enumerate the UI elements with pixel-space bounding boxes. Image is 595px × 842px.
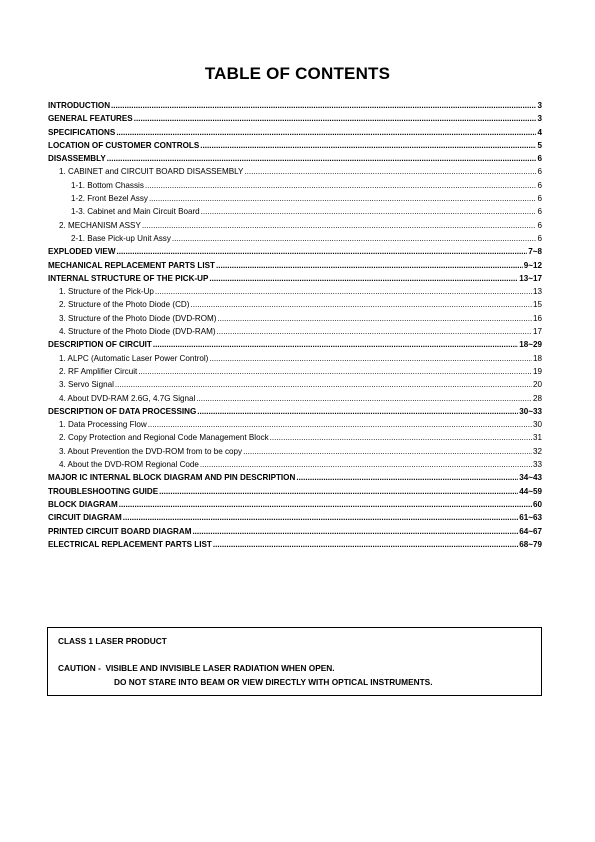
toc-entry-label: DESCRIPTION OF CIRCUIT (48, 340, 152, 350)
toc-entry-label: DESCRIPTION OF DATA PROCESSING (48, 406, 197, 416)
toc-entry-page: 34~43 (519, 473, 542, 483)
toc-entry-label: ELECTRICAL REPLACEMENT PARTS LIST (48, 539, 212, 549)
toc-entry-label: 4. About the DVD-ROM Regional Code (59, 460, 199, 470)
dot-leader (213, 538, 518, 551)
toc-entry-label: LOCATION OF CUSTOMER CONTROLS (48, 140, 200, 150)
dot-leader (200, 139, 536, 152)
toc-entry[interactable] (48, 232, 542, 245)
toc-entry-page: 6 (537, 180, 542, 190)
toc-entry-page: 5 (537, 140, 542, 150)
toc-entry-label: 4. Structure of the Photo Diode (DVD-RAM) (59, 327, 216, 337)
toc-entry-page: 6 (537, 220, 542, 230)
dot-leader (217, 325, 532, 338)
toc-entry-page: 6 (537, 233, 542, 243)
dot-leader (209, 272, 518, 285)
laser-warning-box (47, 627, 542, 696)
toc-entry[interactable] (48, 525, 542, 538)
toc-entry-label: BLOCK DIAGRAM (48, 499, 118, 509)
toc-entry-page: 31 (532, 433, 542, 443)
toc-entry-page: 33 (532, 460, 542, 470)
dot-leader (197, 405, 518, 418)
toc-entry-page: 30~33 (519, 406, 542, 416)
toc-entry-label: 1. CABINET and CIRCUIT BOARD DISASSEMBLY (59, 167, 244, 177)
toc-entry[interactable] (48, 445, 542, 458)
toc-entry-page: 30 (532, 420, 542, 430)
toc-entry-page: 16 (532, 313, 542, 323)
toc-entry[interactable] (48, 325, 542, 338)
toc-entry-label: 1. Structure of the Pick-Up (59, 287, 154, 297)
caution-line-1: CAUTION - VISIBLE AND INVISIBLE LASER RADIATION WHEN OPEN. (58, 663, 335, 673)
dot-leader (115, 378, 532, 391)
toc-entry-page: 6 (537, 167, 542, 177)
toc-entry-page: 20 (532, 380, 542, 390)
toc-entry-label: 4. About DVD-RAM 2.6G, 4.7G Signal (59, 393, 196, 403)
toc-entry[interactable] (48, 99, 542, 112)
toc-entry[interactable] (48, 418, 542, 431)
toc-entry[interactable] (48, 152, 542, 165)
toc-entry[interactable] (48, 219, 542, 232)
toc-entry[interactable] (48, 112, 542, 125)
toc-entry[interactable] (48, 352, 542, 365)
toc-entry-page: 4 (537, 127, 542, 137)
dot-leader (153, 338, 518, 351)
dot-leader (111, 99, 536, 112)
toc-entry-label: DISASSEMBLY (48, 154, 106, 164)
toc-entry[interactable] (48, 498, 542, 511)
dot-leader (209, 352, 532, 365)
toc-entry[interactable] (48, 338, 542, 351)
toc-entry-page: 17 (532, 327, 542, 337)
dot-leader (123, 511, 519, 524)
toc-entry-label: MECHANICAL REPLACEMENT PARTS LIST (48, 260, 215, 270)
dot-leader (134, 112, 537, 125)
toc-entry-label: GENERAL FEATURES (48, 114, 133, 124)
toc-entry-label: INTERNAL STRUCTURE OF THE PICK-UP (48, 273, 209, 283)
dot-leader (116, 126, 536, 139)
toc-entry-label: 3. Servo Signal (59, 380, 114, 390)
toc-entry-label: EXPLODED VIEW (48, 247, 116, 257)
toc-entry[interactable] (48, 511, 542, 524)
dot-leader (142, 219, 537, 232)
dot-leader (155, 285, 532, 298)
caution-line-2: DO NOT STARE INTO BEAM OR VIEW DIRECTLY WITH OPTICAL INSTRUMENTS. (114, 677, 433, 687)
toc-entry-label: TROUBLESHOOTING GUIDE (48, 486, 159, 496)
toc-entry-label: 3. Structure of the Photo Diode (DVD-ROM) (59, 313, 217, 323)
toc-entry-label: 2. Copy Protection and Regional Code Management Block (59, 433, 269, 443)
toc-entry[interactable] (48, 205, 542, 218)
dot-leader (149, 192, 537, 205)
toc-entry-page: 44~59 (519, 486, 542, 496)
toc-entry[interactable] (48, 298, 542, 311)
toc-entry[interactable] (48, 259, 542, 272)
toc-entry[interactable] (48, 272, 542, 285)
toc-entry-page: 6 (537, 154, 542, 164)
toc-entry-page: 64~67 (519, 526, 542, 536)
dot-leader (216, 259, 523, 272)
toc-entry-label: 3. About Prevention the DVD-ROM from to be copy (59, 446, 243, 456)
dot-leader (244, 165, 536, 178)
toc-entry-page: 32 (532, 446, 542, 456)
toc-entry-label: 1. Data Processing Flow (59, 420, 147, 430)
dot-leader (172, 232, 537, 245)
dot-leader (190, 298, 532, 311)
toc-entry-label: SPECIFICATIONS (48, 127, 116, 137)
toc-entry-page: 13~17 (519, 273, 542, 283)
dot-leader (148, 418, 532, 431)
dot-leader (192, 525, 518, 538)
toc-entry-page: 60 (532, 499, 542, 509)
toc-entry[interactable] (48, 179, 542, 192)
dot-leader (107, 152, 537, 165)
toc-entry-label: 2. MECHANISM ASSY (59, 220, 141, 230)
dot-leader (217, 312, 532, 325)
dot-leader (138, 365, 532, 378)
table-of-contents (48, 99, 542, 551)
toc-entry-page: 6 (537, 194, 542, 204)
page-title: TABLE OF CONTENTS (204, 64, 391, 83)
toc-entry-label: MAJOR IC INTERNAL BLOCK DIAGRAM AND PIN DESCRIPTION (48, 473, 296, 483)
toc-entry[interactable] (48, 431, 542, 444)
toc-entry[interactable] (48, 458, 542, 471)
toc-entry[interactable] (48, 471, 542, 484)
toc-entry-page: 9~12 (523, 260, 542, 270)
toc-entry-page: 3 (537, 114, 542, 124)
toc-entry-label: CIRCUIT DIAGRAM (48, 513, 122, 523)
toc-entry[interactable] (48, 126, 542, 139)
dot-leader (243, 445, 532, 458)
toc-entry-label: 2. Structure of the Photo Diode (CD) (59, 300, 190, 310)
dot-leader (196, 392, 532, 405)
dot-leader (296, 471, 518, 484)
laser-class-heading: CLASS 1 LASER PRODUCT (58, 636, 167, 646)
toc-entry[interactable] (48, 245, 542, 258)
toc-entry-page: 18~29 (519, 340, 542, 350)
toc-entry[interactable] (48, 405, 542, 418)
dot-leader (116, 245, 527, 258)
toc-entry-page: 13 (532, 287, 542, 297)
toc-entry[interactable] (48, 485, 542, 498)
toc-entry-label: 2. RF Amplifier Circuit (59, 366, 138, 376)
toc-entry[interactable] (48, 192, 542, 205)
toc-entry-label: 2-1. Base Pick-up Unit Assy (71, 233, 171, 243)
dot-leader (270, 431, 532, 444)
toc-entry-page: 15 (532, 300, 542, 310)
toc-entry[interactable] (48, 139, 542, 152)
toc-entry-page: 18 (532, 353, 542, 363)
toc-entry-page: 61~63 (519, 513, 542, 523)
toc-entry-page: 28 (532, 393, 542, 403)
dot-leader (145, 179, 537, 192)
toc-entry-label: 1-2. Front Bezel Assy (71, 194, 148, 204)
dot-leader (159, 485, 518, 498)
toc-entry-label: 1. ALPC (Automatic Laser Power Control) (59, 353, 209, 363)
toc-entry[interactable] (48, 365, 542, 378)
toc-entry[interactable] (48, 392, 542, 405)
dot-leader (119, 498, 532, 511)
toc-entry-label: INTRODUCTION (48, 101, 111, 110)
toc-entry-page: 6 (537, 207, 542, 217)
dot-leader (200, 458, 532, 471)
toc-entry-page: 7~8 (528, 247, 542, 257)
toc-entry-page: 68~79 (519, 539, 542, 549)
toc-entry-page: 3 (537, 101, 542, 110)
toc-entry[interactable] (48, 312, 542, 325)
toc-entry-page: 19 (532, 366, 542, 376)
toc-entry[interactable] (48, 165, 542, 178)
toc-entry[interactable] (48, 538, 542, 551)
dot-leader (201, 205, 537, 218)
toc-entry-label: 1-1. Bottom Chassis (71, 180, 144, 190)
toc-entry-label: PRINTED CIRCUIT BOARD DIAGRAM (48, 526, 192, 536)
toc-entry[interactable] (48, 285, 542, 298)
toc-entry[interactable] (48, 378, 542, 391)
toc-entry-label: 1-3. Cabinet and Main Circuit Board (71, 207, 200, 217)
